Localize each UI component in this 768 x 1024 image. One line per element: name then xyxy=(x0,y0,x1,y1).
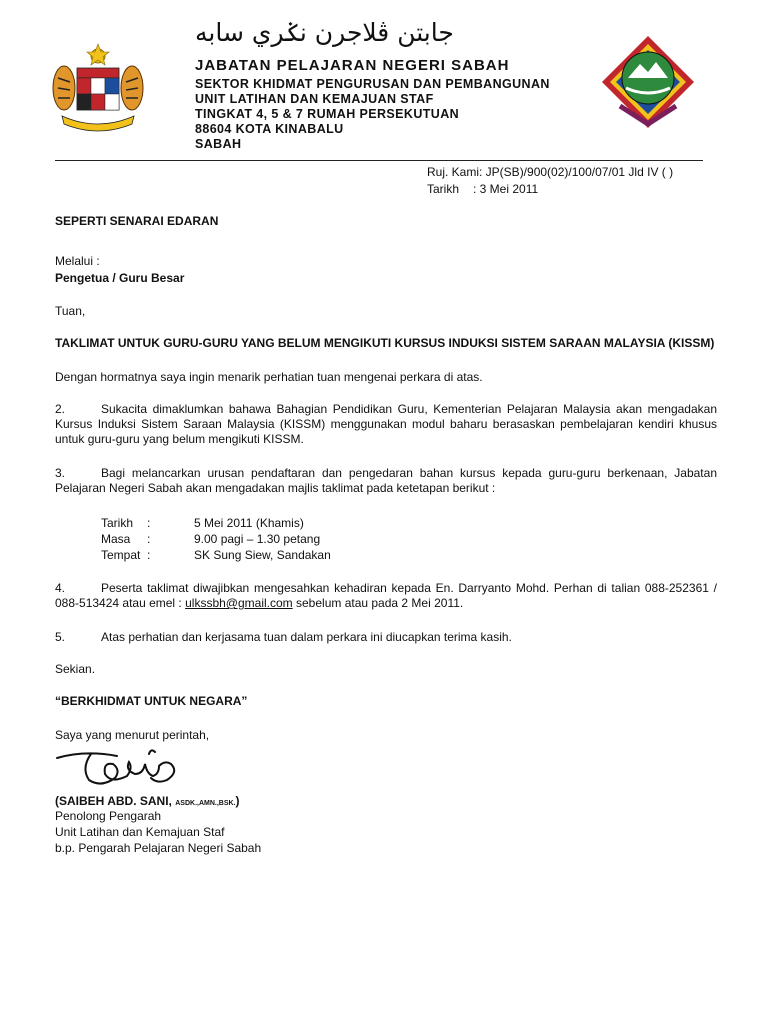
signatory-title: Penolong Pengarah xyxy=(55,809,162,823)
email-link[interactable]: ulkssbh@gmail.com xyxy=(185,596,293,610)
closing: Sekian. xyxy=(55,662,96,676)
honors-text: ASDK.,AMN.,BSK. xyxy=(175,800,236,807)
detail-row: Tarikh : 5 Mei 2011 (Khamis) xyxy=(101,516,304,530)
paragraph-text: Sukacita dimaklumkan bahawa Bahagian Pendidikan Guru, Kementerian Pelajaran Malaysia akan mengadakan Kursus Induksi Sistem Saraan Malaysia (KISSM) menggunakan modul baharu berasaskan pembelajaran kendiri khusus untuk guru-guru yang belum mengikuti KISSM. xyxy=(55,402,717,446)
date-label: Tarikh xyxy=(427,182,460,196)
motto: “BERKHIDMAT UNTUK NEGARA” xyxy=(55,694,248,708)
header-line: UNIT LATIHAN DAN KEMAJUAN STAF xyxy=(195,92,434,106)
reference-number: Ruj. Kami: JP(SB)/900(02)/100/07/01 Jld IV ( ) xyxy=(427,165,674,179)
letter-date xyxy=(427,182,538,197)
header-line: TINGKAT 4, 5 & 7 RUMAH PERSEKUTUAN xyxy=(195,107,460,121)
detail-value: SK Sung Siew, Sandakan xyxy=(194,548,331,562)
addressee: SEPERTI SENARAI EDARAN xyxy=(55,214,219,228)
paragraph-2 xyxy=(55,402,717,447)
signatory-unit: Unit Latihan dan Kemajuan Staf xyxy=(55,825,225,839)
detail-label: Tempat xyxy=(101,548,141,562)
header-line: 88604 KOTA KINABALU xyxy=(195,122,344,136)
close-paren: ) xyxy=(235,794,240,808)
jawi-title: جابتن ڤلاجرن نݢري سابه xyxy=(195,18,454,47)
via-value: Pengetua / Guru Besar xyxy=(55,271,185,285)
header-line: SEKTOR KHIDMAT PENGURUSAN DAN PEMBANGUNAN xyxy=(195,77,550,91)
via-label: Melalui : xyxy=(55,254,100,268)
paragraph-text-end: sebelum atau pada 2 Mei 2011. xyxy=(292,596,464,610)
paragraph-text: Bagi melancarkan urusan pendaftaran dan pengedaran bahan kursus kepada guru-guru berkenaan, Jabatan Pelajaran Negeri Sabah akan mengadakan majlis taklimat pada ketetapan berikut : xyxy=(55,466,717,495)
malaysia-coat-of-arms-icon xyxy=(48,38,148,138)
detail-row: Masa : 9.00 pagi – 1.30 petang xyxy=(101,532,321,546)
salutation: Tuan, xyxy=(55,304,86,318)
detail-value: 9.00 pagi – 1.30 petang xyxy=(194,532,321,546)
subject-heading: TAKLIMAT UNTUK GURU-GURU YANG BELUM MENGIKUTI KURSUS INDUKSI SISTEM SARAAN MALAYSIA (KISSM) xyxy=(55,336,715,350)
paragraph-number: 2. xyxy=(55,402,66,416)
date-value: : 3 Mei 2011 xyxy=(473,182,539,196)
paragraph-4 xyxy=(55,581,717,611)
paragraph-text: Peserta taklimat diwajibkan mengesahkan kehadiran kepada En. Darryanto Mohd. Perhan di talian 088-252361 / 088-513424 atau emel : xyxy=(55,581,717,610)
paragraph-number: 5. xyxy=(55,630,66,644)
department-title: JABATAN PELAJARAN NEGERI SABAH xyxy=(195,57,510,74)
name-text: (SAIBEH ABD. SANI, xyxy=(55,794,172,808)
header-line: SABAH xyxy=(195,137,242,151)
yours-faithfully: Saya yang menurut perintah, xyxy=(55,728,210,742)
paragraph-number: 4. xyxy=(55,581,66,595)
detail-row: Tempat : SK Sung Siew, Sandakan xyxy=(101,548,331,562)
signatory-on-behalf: b.p. Pengarah Pelajaran Negeri Sabah xyxy=(55,841,262,855)
detail-label: Masa xyxy=(101,532,131,546)
intro-paragraph: Dengan hormatnya saya ingin menarik perhatian tuan mengenai perkara di atas. xyxy=(55,370,483,384)
header-divider xyxy=(55,160,703,161)
detail-value: 5 Mei 2011 (Khamis) xyxy=(194,516,304,530)
paragraph-number: 3. xyxy=(55,466,66,480)
signature-icon xyxy=(55,744,190,792)
paragraph-3 xyxy=(55,466,717,496)
detail-label: Tarikh xyxy=(101,516,134,530)
jpn-sabah-logo-icon xyxy=(598,32,698,132)
paragraph-text: Atas perhatian dan kerjasama tuan dalam perkara ini diucapkan terima kasih. xyxy=(101,630,512,644)
paragraph-5 xyxy=(55,630,717,645)
